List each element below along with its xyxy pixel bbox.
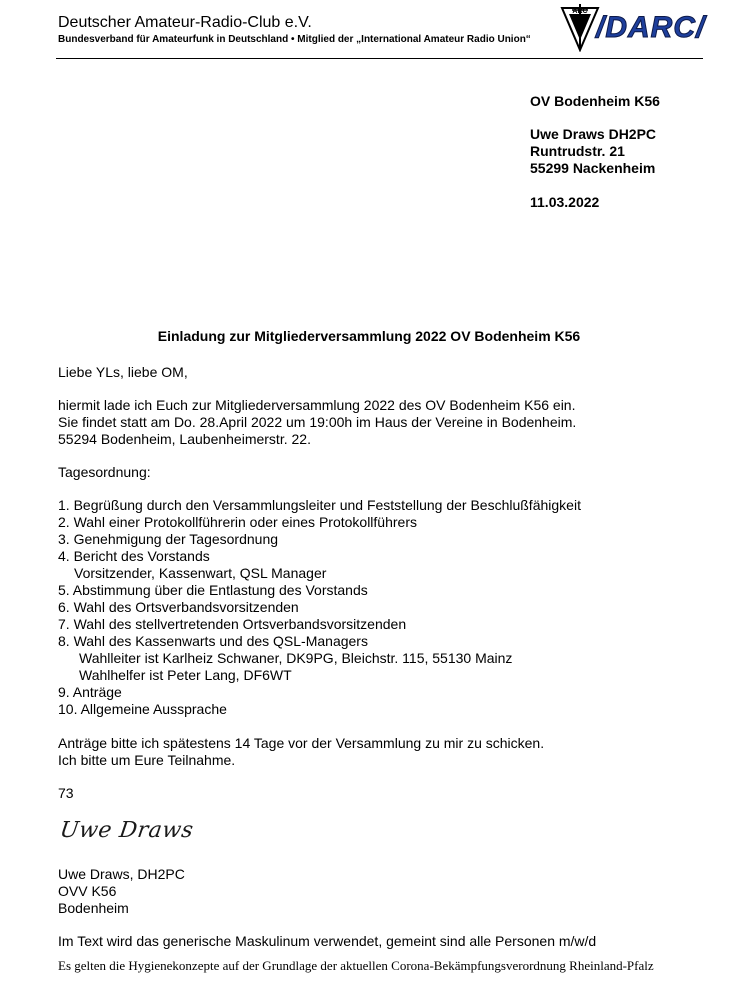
letter-subject: Einladung zur Mitgliederversammlung 2022 OV Bodenheim K56	[157, 328, 581, 344]
org-subtitle: Bundesverband für Amateurfunk in Deutschland • Mitglied der „International Amateur Radio Union“	[58, 34, 531, 45]
agenda-title: Tagesordnung:	[58, 464, 151, 480]
signoff-line: Bodenheim	[58, 900, 129, 916]
emblem-label: ARC	[572, 8, 588, 15]
header-divider	[56, 58, 703, 59]
intro-line: Sie findet statt am Do. 28.April 2022 um 19:00h im Haus der Vereine in Bodenheim.	[58, 414, 577, 430]
club-name: OV Bodenheim K56	[530, 93, 660, 109]
signoff-line: Uwe Draws, DH2PC	[58, 866, 185, 882]
darc-emblem-icon	[560, 4, 600, 52]
letter-date: 11.03.2022	[530, 194, 600, 210]
sender-street: Runtrudstr. 21	[530, 143, 625, 159]
greeting: Liebe YLs, liebe OM,	[58, 364, 188, 380]
closing-line: Anträge bitte ich spätestens 14 Tage vor der Versammlung zu mir zu schicken.	[58, 735, 545, 751]
intro-line: hiermit lade ich Euch zur Mitgliederversammlung 2022 des OV Bodenheim K56 ein.	[58, 397, 576, 413]
intro-line: 55294 Bodenheim, Laubenheimerstr. 22.	[58, 431, 311, 447]
agenda-item: 8. Wahl des Kassenwarts und des QSL-Managers	[58, 633, 368, 649]
darc-wordmark: /DARC/	[596, 11, 706, 44]
signoff-line: OVV K56	[58, 883, 117, 899]
regards: 73	[58, 785, 74, 801]
darc-logo	[560, 4, 720, 52]
agenda-item: 3. Genehmigung der Tagesordnung	[58, 531, 279, 547]
logo-text: DARC	[605, 11, 697, 44]
agenda-item: 10. Allgemeine Aussprache	[58, 701, 227, 717]
agenda-item: 9. Anträge	[58, 684, 122, 700]
org-name: Deutscher Amateur-Radio-Club e.V.	[58, 14, 312, 31]
handwritten-signature: Uwe Draws	[58, 818, 196, 843]
agenda-item: 5. Abstimmung über die Entlastung des Vorstands	[58, 582, 368, 598]
sender-name: Uwe Draws DH2PC	[530, 126, 657, 142]
agenda-item: 7. Wahl des stellvertretenden Ortsverbandsvorsitzenden	[58, 616, 407, 632]
agenda-item: 1. Begrüßung durch den Versammlungsleiter und Feststellung der Beschlußfähigkeit	[58, 497, 581, 513]
agenda-item: 4. Bericht des Vorstands	[58, 548, 210, 564]
agenda-subitem: Vorsitzender, Kassenwart, QSL Manager	[74, 565, 327, 581]
gender-note: Im Text wird das generische Maskulinum verwendet, gemeint sind alle Personen m/w/d	[58, 933, 597, 949]
sender-city: 55299 Nackenheim	[530, 160, 656, 176]
agenda-subitem: Wahlhelfer ist Peter Lang, DF6WT	[79, 667, 292, 683]
hygiene-note: Es gelten die Hygienekonzepte auf der Grundlage der aktuellen Corona-Bekämpfungsverordnung Rheinland-Pfalz	[58, 958, 654, 973]
agenda-subitem: Wahlleiter ist Karlheiz Schwaner, DK9PG, Bleichstr. 115, 55130 Mainz	[79, 650, 513, 666]
agenda-item: 6. Wahl des Ortsverbandsvorsitzenden	[58, 599, 299, 615]
agenda-item: 2. Wahl einer Protokollführerin oder eines Protokollführers	[58, 514, 417, 530]
closing-line: Ich bitte um Eure Teilnahme.	[58, 752, 236, 768]
